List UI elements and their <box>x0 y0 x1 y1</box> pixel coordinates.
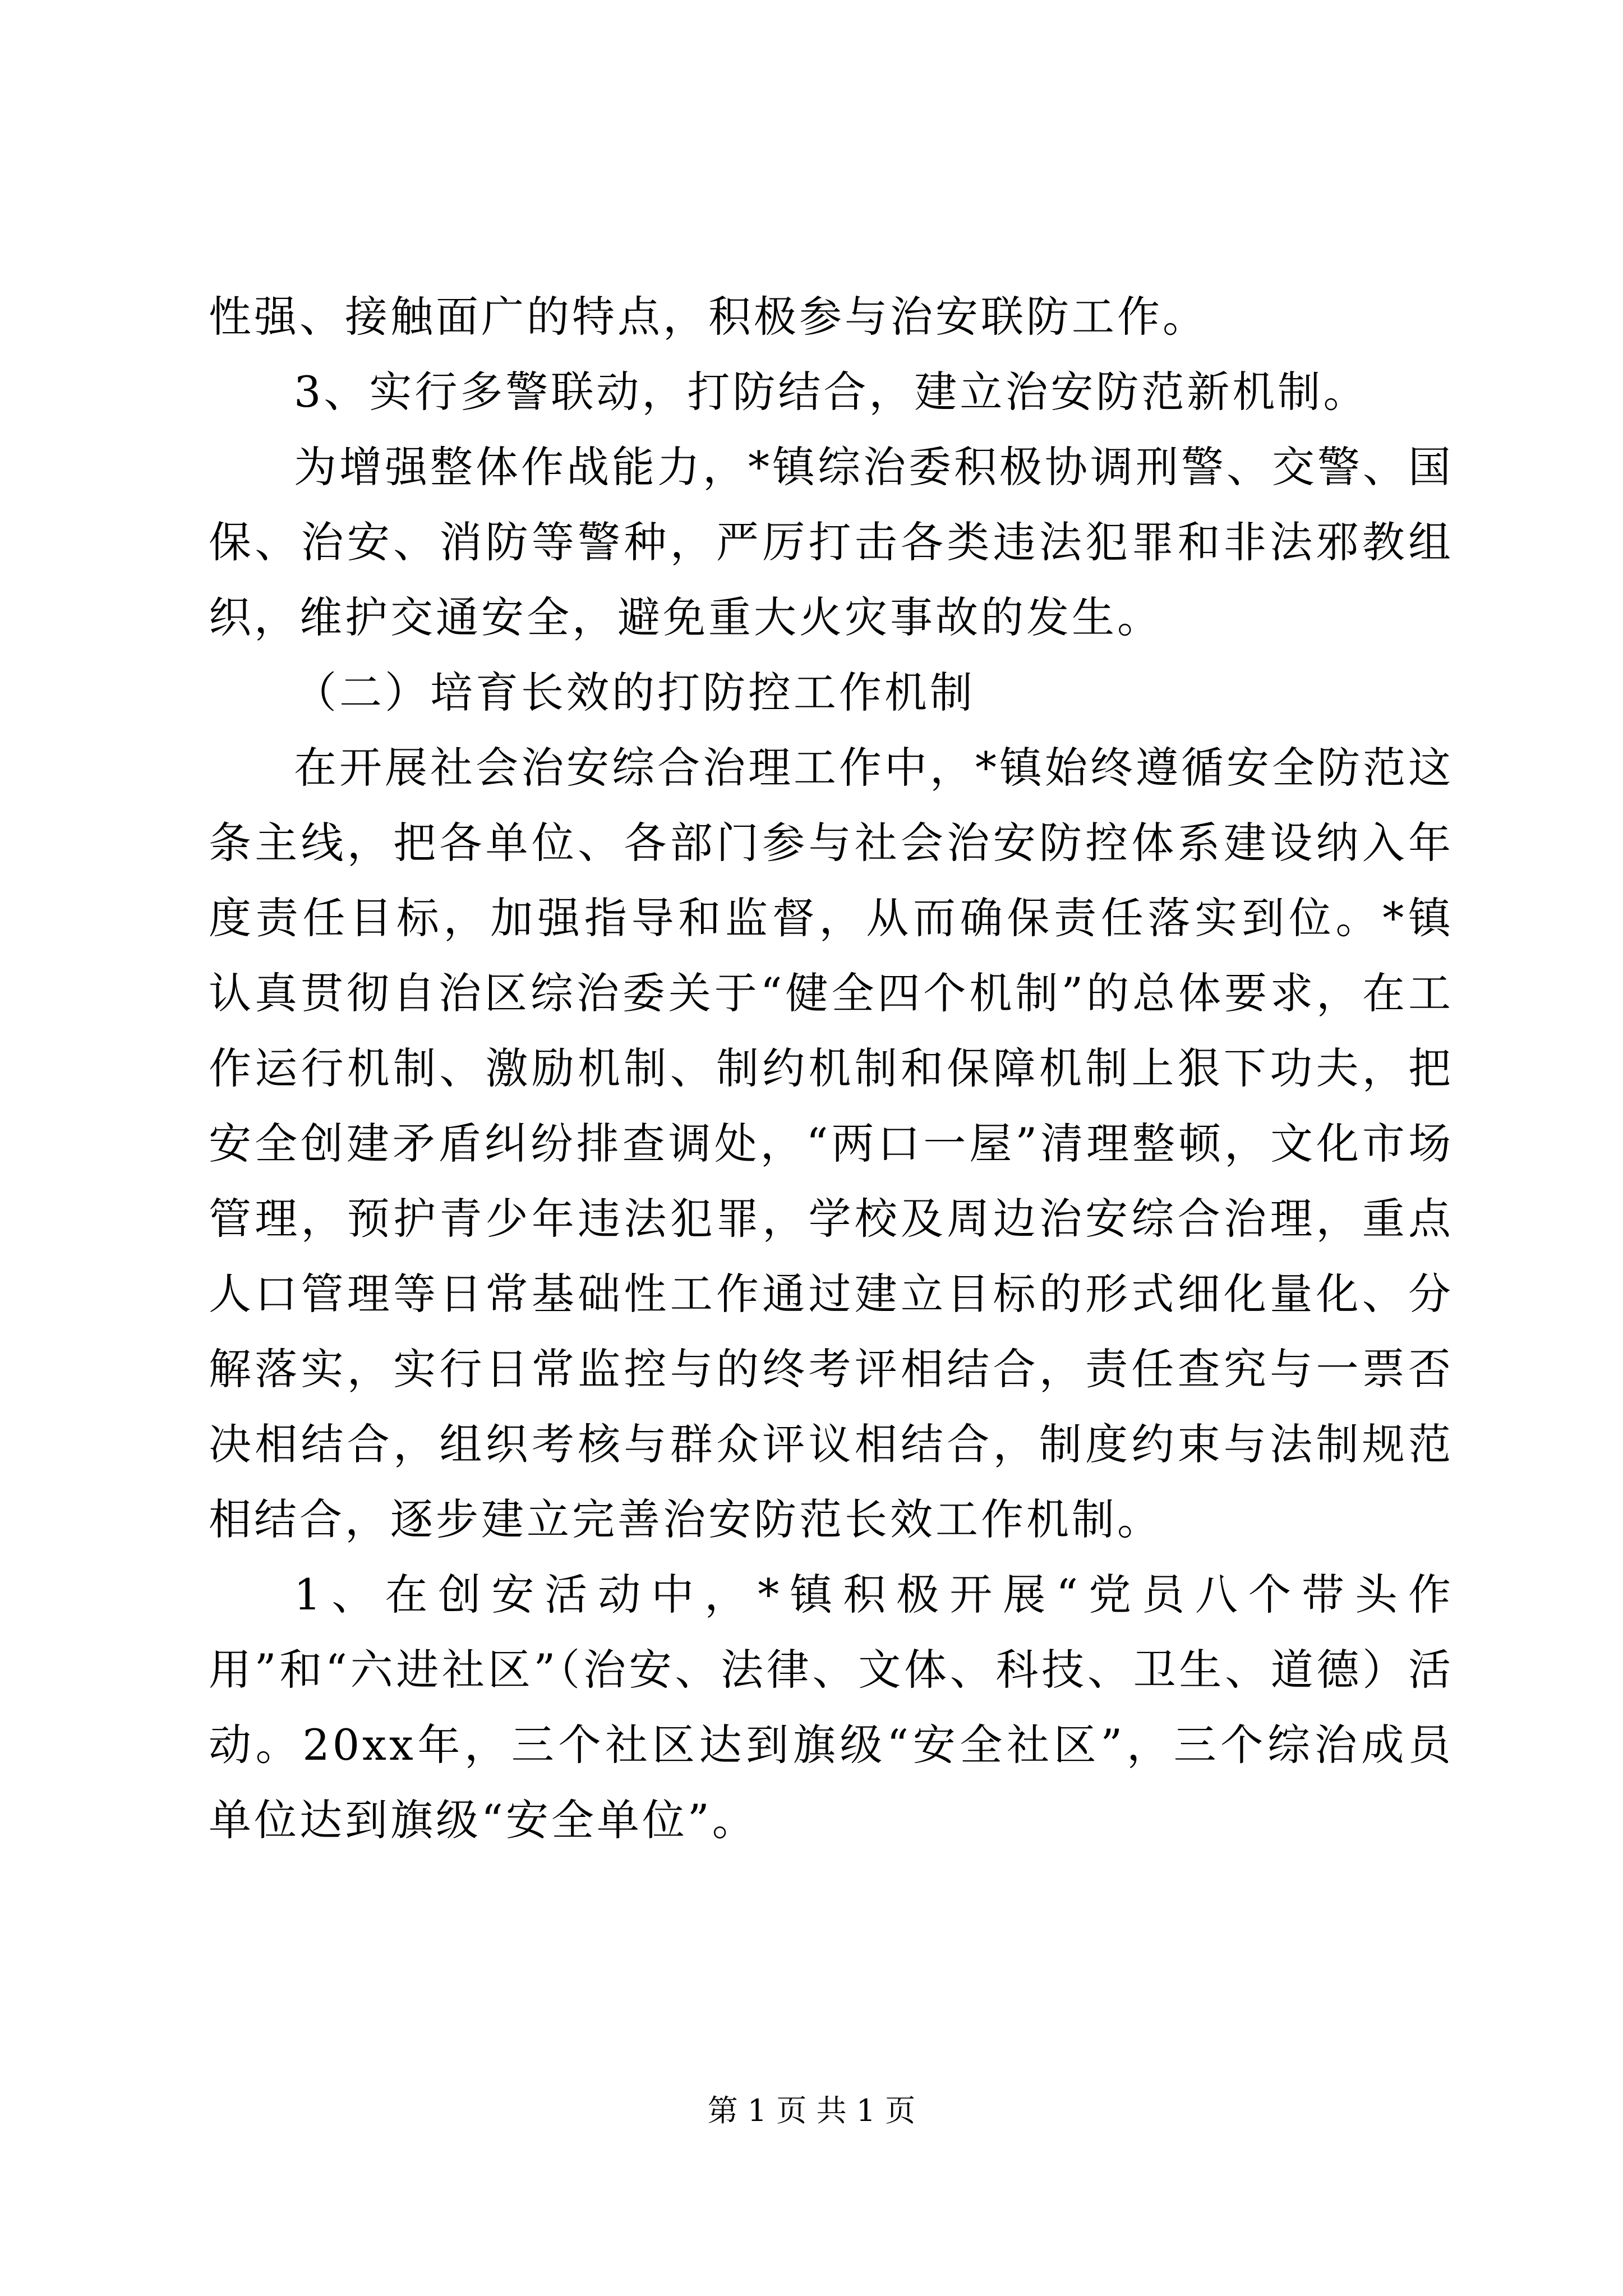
paragraph-continuation: 性强、接触面广的特点，积极参与治安联防工作。 <box>209 292 1208 342</box>
paragraph-item-3: 3、实行多警联动，打防结合，建立治安防范新机制。 <box>294 367 1369 417</box>
section-heading-2: （二）培育长效的打防控工作机制 <box>294 668 975 717</box>
page-footer: 第 1 页 共 1 页 <box>707 2093 916 2128</box>
paragraph-item-1: 1、在创安活动中，*镇积极开展“党员八个带头作用”和“六进社区”（治安、法律、文体、科技、卫生、道德）活动。20xx年，三个社区达到旗级“安全社区”，三个综治成员单位达到旗级“安全单位”。 <box>209 1570 1454 1845</box>
paragraph-combat-capability: 为增强整体作战能力，*镇综治委积极协调刑警、交警、国保、治安、消防等警种，严厉打击各类违法犯罪和非法邪教组织，维护交通安全，避免重大火灾事故的发生。 <box>209 442 1454 642</box>
document-body <box>209 279 1454 1858</box>
paragraph-mechanism: 在开展社会治安综合治理工作中，*镇始终遵循安全防范这条主线，把各单位、各部门参与社会治安防控体系建设纳入年度责任目标，加强指导和监督，从而确保责任落实到位。*镇认真贯彻自治区综治委关于“健全四个机制”的总体要求，在工作运行机制、激励机制、制约机制和保障机制上狠下功夫，把安全创建矛盾纠纷排查调处，“两口一屋”清理整顿，文化市场管理，预护青少年违法犯罪，学校及周边治安综合治理，重点人口管理等日常基础性工作通过建立目标的形式细化量化、分解落实，实行日常监控与的终考评相结合，责任查究与一票否决相结合，组织考核与群众评议相结合，制度约束与法制规范相结合，逐步建立完善治安防范长效工作机制。 <box>209 743 1454 1544</box>
